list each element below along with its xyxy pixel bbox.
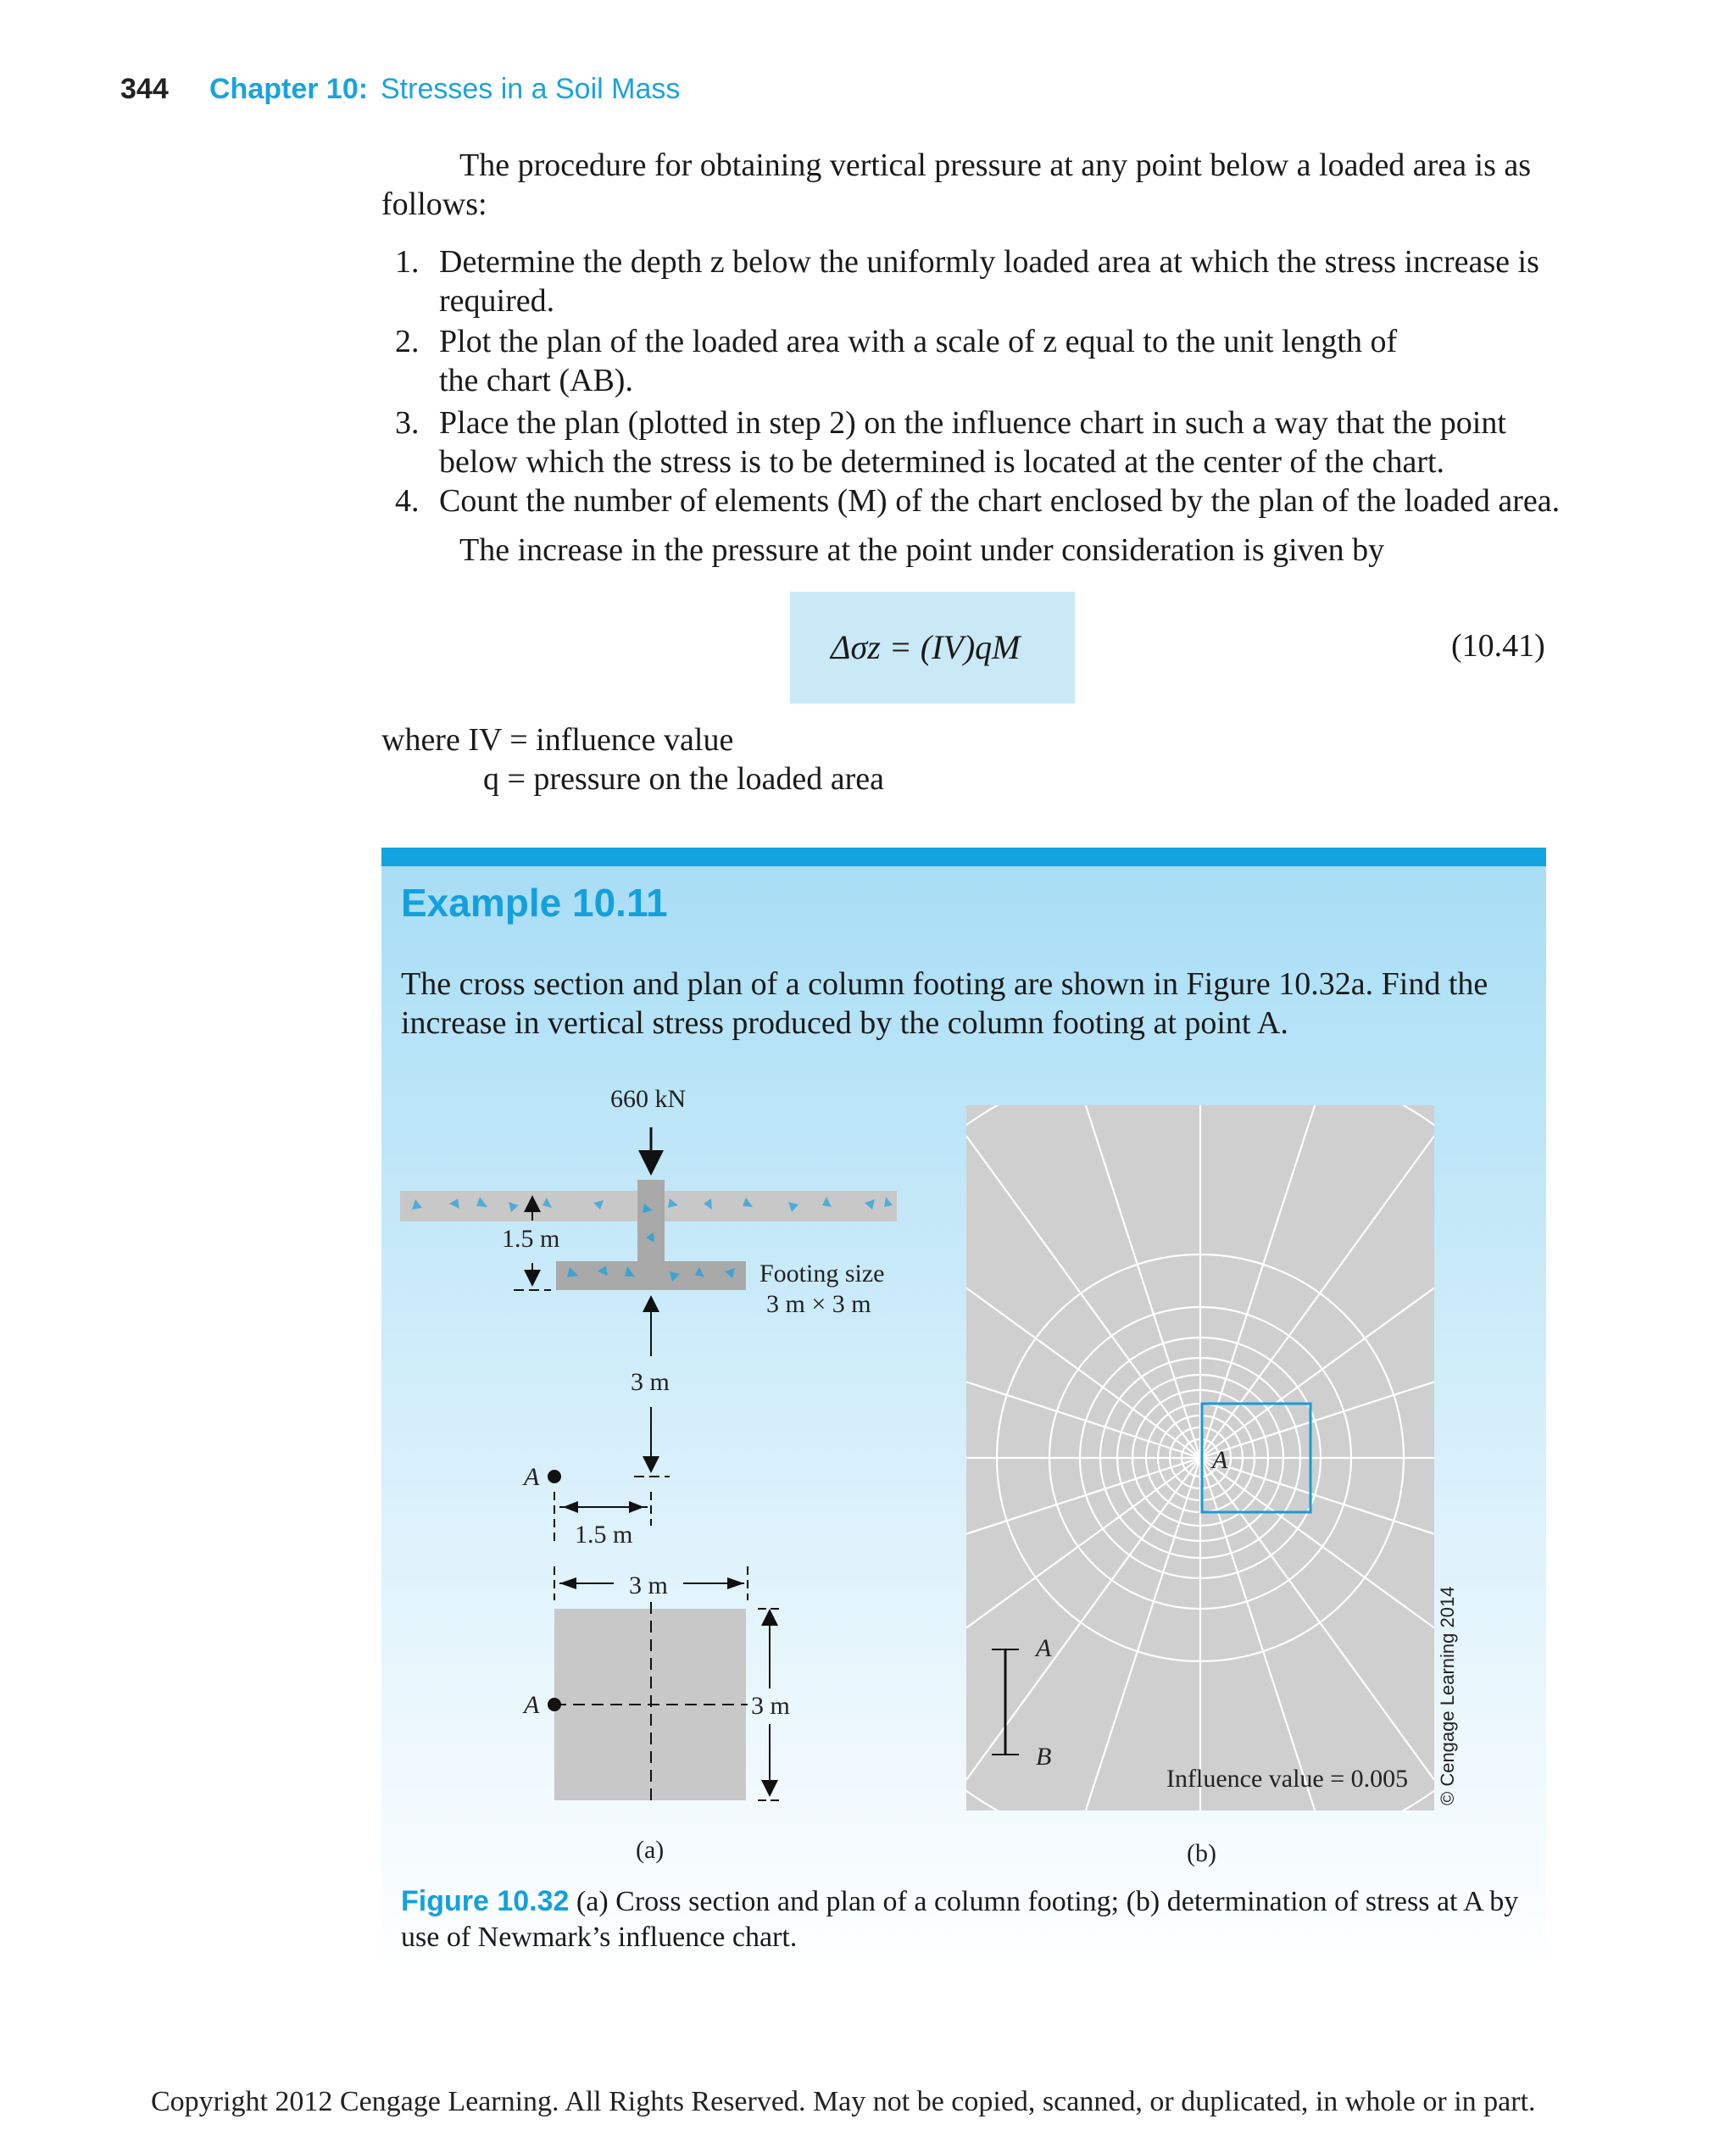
scale-b-label: B: [1036, 1743, 1052, 1771]
increase-text: The increase in the pressure at the point under consideration is given by: [459, 532, 1385, 568]
step-1-text: Determine the depth z below the uniformly loaded area at which the stress increase is required.: [439, 244, 1539, 319]
footing-size-dims: 3 m × 3 m: [766, 1290, 871, 1318]
footing: [556, 1261, 746, 1290]
copyright-notice: Copyright 2012 Cengage Learning. All Rights Reserved. May not be copied, scanned, or duplicated, in whole or in part.: [151, 2086, 1536, 2117]
step-4-number: 4.: [395, 483, 420, 519]
caption-label: Figure 10.32: [401, 1885, 570, 1917]
example-text: The cross section and plan of a column footing are shown in Figure 10.32a. Find the increase in vertical stress produced by the column footing at point A.: [401, 966, 1488, 1041]
example-title: Example 10.11: [401, 881, 668, 925]
where-q: q = pressure on the loaded area: [483, 761, 885, 797]
step-2-number: 2.: [395, 324, 420, 359]
width-arrow-right: [727, 1577, 744, 1589]
figure-credit: © Cengage Learning 2014: [1437, 1586, 1458, 1805]
step-3-number: 3.: [395, 405, 420, 441]
offset-arrow-right: [629, 1501, 644, 1513]
depth-label: 1.5 m: [502, 1225, 560, 1253]
caption-text: (a) Cross section and plan of a column footing; (b) determination of stress at A by use of Newmark’s influence chart.: [401, 1886, 1519, 1953]
equation: Δσz = (IV)qM: [831, 628, 1021, 666]
footing-plan: [548, 1602, 783, 1807]
width-arrow-left: [559, 1577, 576, 1589]
offset-arrow-left: [563, 1501, 578, 1513]
plan-a-label: A: [524, 1691, 540, 1719]
figure-caption: [401, 1883, 1537, 1955]
scale-a-label: A: [1036, 1634, 1052, 1662]
three-m-depth-label: 3 m: [631, 1368, 670, 1396]
intro-line-2: follows:: [381, 186, 487, 222]
width-label: 3 m: [629, 1571, 668, 1599]
influence-chart: [793, 1051, 1607, 1865]
offset-label: 1.5 m: [575, 1521, 633, 1549]
step-1-number: 1.: [395, 244, 420, 280]
influence-value-label: Influence value = 0.005: [1166, 1765, 1409, 1793]
chart-grid: [793, 1051, 1607, 1865]
column: [637, 1180, 665, 1265]
step-2-text: Plot the plan of the loaded area with a scale of z equal to the unit length of the chart (AB).: [439, 324, 1398, 398]
part-b-label: (b): [1187, 1839, 1216, 1867]
part-a-label: (a): [636, 1836, 665, 1864]
chapter-label: Chapter 10:: [209, 73, 369, 105]
footing-size-label: Footing size: [760, 1260, 885, 1288]
chapter-title: Stresses in a Soil Mass: [381, 73, 681, 105]
section-a-label: A: [524, 1463, 540, 1491]
section-point-a: [548, 1470, 561, 1483]
page-number: 344: [120, 73, 169, 105]
equation-number: (10.41): [1451, 628, 1545, 664]
height-label: 3 m: [751, 1692, 790, 1720]
plan-point-a: [548, 1698, 561, 1711]
chart-a-label: A: [1212, 1446, 1228, 1474]
cross-section: [400, 1127, 897, 1600]
intro-line-1: The procedure for obtaining vertical pressure at any point below a loaded area is as: [459, 147, 1532, 183]
step-3-text: Place the plan (plotted in step 2) on the influence chart in such a way that the point below which the stress is to be determined is located at the center of the chart.: [439, 405, 1506, 480]
where-iv: where IV = influence value: [381, 722, 734, 758]
load-label: 660 kN: [610, 1085, 687, 1113]
step-4-text: Count the number of elements (M) of the chart enclosed by the plan of the loaded area.: [439, 483, 1561, 519]
